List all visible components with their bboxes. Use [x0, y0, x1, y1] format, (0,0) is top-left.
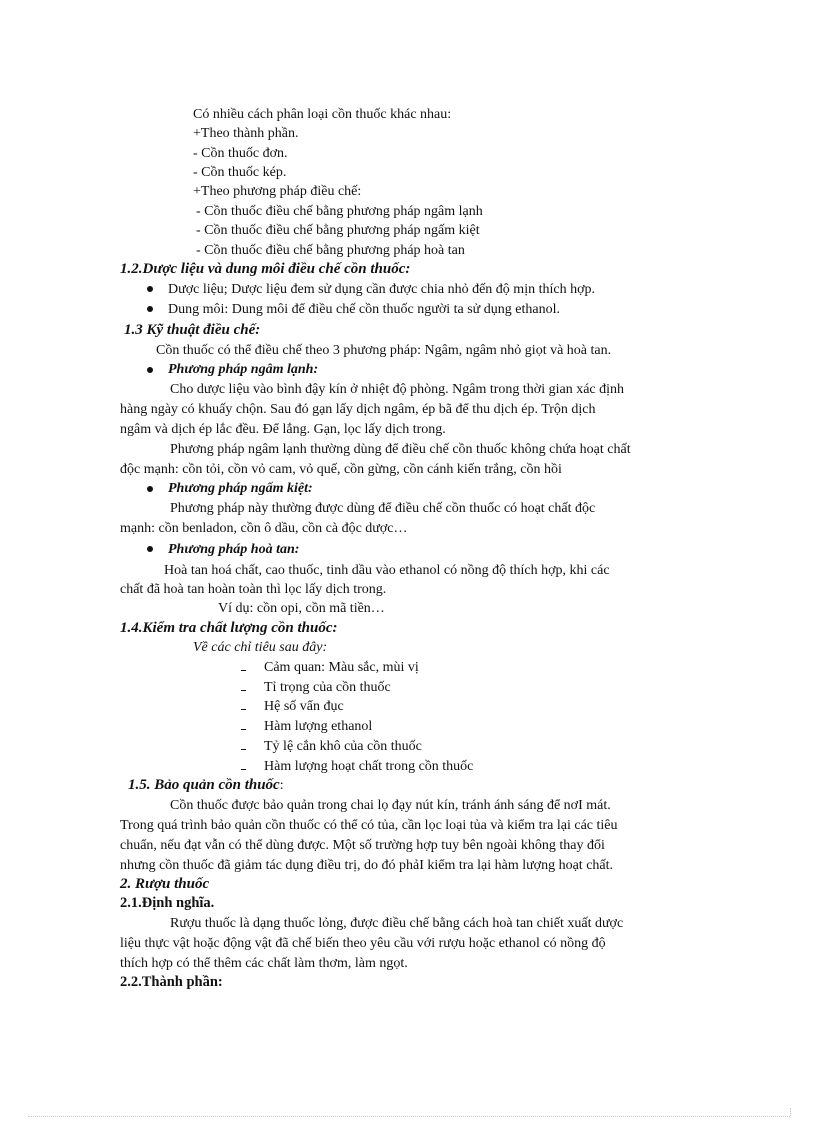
heading-1-5 [128, 776, 284, 795]
bullet-icon [147, 286, 153, 292]
quality-criterion: Hệ số vẩn đục [264, 699, 344, 714]
classification-by-component: +Theo thành phần. [193, 126, 299, 141]
method-item-dissolve: - Cồn thuốc điều chế bằng phương pháp hoà tan [196, 243, 465, 258]
heading-1-5-text: 1.5. Bảo quản cồn thuốc [128, 777, 280, 793]
quality-criterion: Tỷ lệ cắn khô của cồn thuốc [264, 739, 422, 754]
quality-criterion: Cảm quan: Màu sắc, mùi vị [264, 660, 419, 675]
dash-icon [241, 709, 246, 710]
storage-line-2: Trong quá trình bảo quản cồn thuốc có thể có tủa, cần lọc loại tủa và kiểm tra lại các tiêu [120, 818, 618, 833]
technique-intro: Cồn thuốc có thể điều chế theo 3 phương pháp: Ngâm, ngâm nhỏ giọt và hoà tan. [156, 343, 612, 358]
storage-line-3: chuẩn, nếu đạt vẫn có thể dùng được. Một số trường hợp tuy bên ngoài không thay đổi [120, 838, 605, 853]
classification-intro: Có nhiều cách phân loại cồn thuốc khác nhau: [193, 107, 452, 122]
bullet-icon [147, 486, 153, 492]
dash-icon [241, 769, 246, 770]
method-item-cold: - Cồn thuốc điều chế bằng phương pháp ngâm lạnh [196, 204, 483, 219]
definition-line-2: liệu thực vật hoặc động vật đã chế biến theo yêu cầu với rượu hoặc ethanol có nồng độ [120, 936, 606, 951]
storage-line-1: Cồn thuốc được bảo quản trong chai lọ đạy nút kín, tránh ánh sáng để nơI mát. [170, 798, 611, 813]
definition-line-1: Rượu thuốc là dạng thuốc lỏng, được điều chế bằng cách hoà tan chiết xuất dược [170, 916, 624, 931]
classification-by-method: +Theo phương pháp điều chế: [193, 184, 362, 199]
cold-maceration-line-2: hàng ngày có khuấy chộn. Sau đó gạn lấy dịch ngâm, ép bã để thu dịch ép. Trộn dịch [120, 402, 596, 417]
bullet-icon [147, 546, 153, 552]
heading-2: 2. Rượu thuốc [120, 876, 210, 892]
percolation-line-1: Phương pháp này thường được dùng để điều chế cồn thuốc có hoạt chất độc [170, 501, 596, 516]
heading-2-2: 2.2.Thành phần: [120, 974, 223, 990]
cold-maceration-line-5: độc mạnh: cồn tỏi, cồn vỏ cam, vỏ quế, cồn gừng, cồn cánh kiến trắng, cồn hồi [120, 462, 562, 477]
quality-criteria-intro: Về các chỉ tiêu sau đây: [193, 640, 328, 655]
cold-maceration-line-3: ngâm và dịch ép lắc đều. Để lắng. Gạn, lọc lấy dịch trong. [120, 422, 446, 437]
dissolution-example: Ví dụ: cồn opi, cồn mã tiền… [218, 601, 385, 616]
definition-line-3: thích hợp có thể thêm các chất làm thơm, làm ngọt. [120, 956, 408, 971]
cold-maceration-title: Phương pháp ngâm lạnh: [168, 362, 319, 377]
dissolution-line-2: chất đã hoà tan hoàn toàn thì lọc lấy dịch trong. [120, 582, 387, 597]
cold-maceration-line-1: Cho dược liệu vào bình đậy kín ở nhiệt độ phòng. Ngâm trong thời gian xác định [170, 382, 625, 397]
heading-1-3: 1.3 Kỹ thuật điều chế: [124, 322, 261, 338]
dash-icon [241, 690, 246, 691]
dissolution-line-1: Hoà tan hoá chất, cao thuốc, tinh dầu vào ethanol có nồng độ thích hợp, khi các [164, 563, 610, 578]
classification-simple: - Cồn thuốc đơn. [193, 146, 288, 161]
cold-maceration-line-4: Phương pháp ngâm lạnh thường dùng để điều chế cồn thuốc không chứa hoạt chất [170, 442, 631, 457]
bullet-icon [147, 367, 153, 373]
quality-criterion: Hàm lượng ethanol [264, 719, 373, 734]
dash-icon [241, 749, 246, 750]
percolation-title: Phương pháp ngấm kiệt: [168, 481, 313, 496]
percolation-line-2: mạnh: cồn benladon, cồn ô dầu, cồn cà độc dược… [120, 521, 408, 536]
heading-1-5-colon: : [279, 778, 284, 793]
bullet-solvent: Dung môi: Dung môi để điều chế cồn thuốc người ta sử dụng ethanol. [168, 302, 560, 317]
quality-criterion: Tỉ trọng của cồn thuốc [264, 680, 391, 695]
bullet-icon [147, 306, 153, 312]
quality-criterion: Hàm lượng hoạt chất trong cồn thuốc [264, 759, 474, 774]
classification-compound: - Cồn thuốc kép. [193, 165, 287, 180]
storage-line-4: nhưng cồn thuốc đã giảm tác dụng điều trị, do đó phảI kiểm tra lại hàm lượng hoạt chất. [120, 858, 614, 873]
dash-icon [241, 670, 246, 671]
method-item-percolation: - Cồn thuốc điều chế bằng phương pháp ngấm kiệt [196, 223, 480, 238]
bullet-herbal-material: Dược liệu; Dược liệu đem sử dụng cần được chia nhỏ đến độ mịn thích hợp. [168, 282, 595, 297]
page-bottom-border [28, 1116, 790, 1117]
heading-1-4: 1.4.Kiểm tra chất lượng cồn thuốc: [120, 620, 338, 636]
heading-2-1: 2.1.Định nghĩa. [120, 895, 215, 911]
dissolution-title: Phương pháp hoà tan: [168, 542, 300, 557]
heading-1-2: 1.2.Dược liệu và dung môi điều chế cồn thuốc: [120, 261, 411, 277]
dash-icon [241, 729, 246, 730]
page-corner-mark [790, 1108, 791, 1116]
